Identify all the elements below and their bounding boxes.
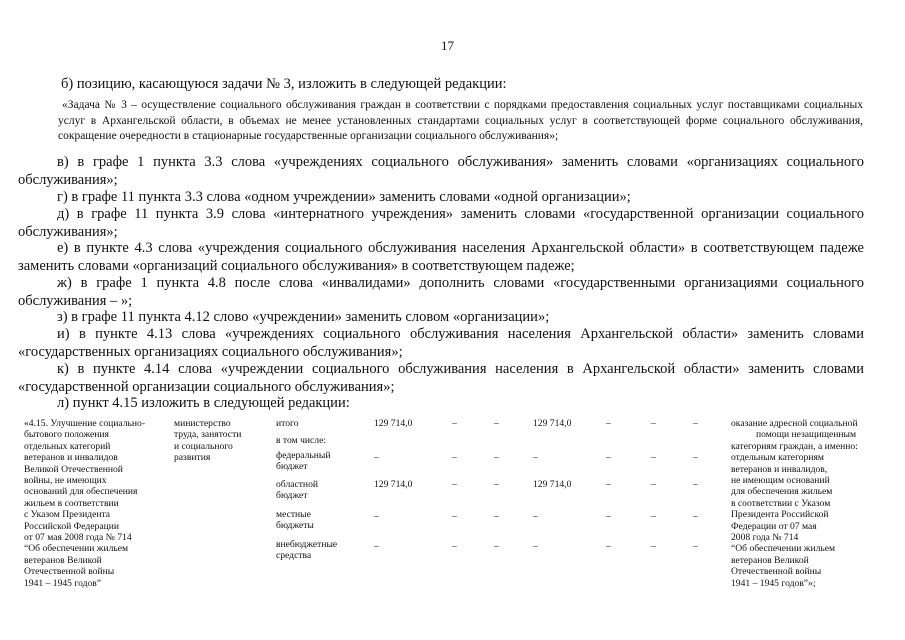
intro-paragraph: б) позицию, касающуюся задачи № 3, изложить в следующей редакции:: [61, 76, 507, 92]
table-col-result: оказание адресной социальной помощи незащищенным категориям граждан, а именно: отдельным категориям ветеранов и инвалидов, не имеющим оснований для обеспечения жильем в соответствии с Указом Президента Российской Федерации от 07 мая 2008 года № 714 “Об обеспечении жильем ветеранов Великой Отечественной войны 1941 – 1945 годов”»;: [731, 418, 858, 589]
funding-value-cell: 129 714,0: [374, 418, 413, 429]
funding-value-cell: –: [452, 541, 457, 552]
funding-value-cell: –: [651, 511, 656, 522]
task-quote: «Задача № 3 – осуществление социального обслуживания граждан в соответствии с порядками предоставления социальных услуг поставщиками социальных услуг в Архангельской области, в объемах не менее установленных стандартами социальных услуг в соответствующей форме социального обслуживания, сокращение очередности в стационарные государственные организации социального обслуживания»;: [58, 99, 863, 142]
funding-value-cell: –: [651, 479, 656, 490]
funding-value-cell: –: [494, 452, 499, 463]
funding-value-cell: –: [494, 541, 499, 552]
funding-row-label: областной бюджет: [276, 479, 319, 502]
funding-value-cell: –: [693, 452, 698, 463]
funding-value-cell: –: [606, 511, 611, 522]
funding-row-label: внебюджетные средства: [276, 539, 338, 562]
funding-value-cell: –: [494, 418, 499, 429]
funding-value-cell: –: [651, 541, 656, 552]
funding-value-cell: –: [533, 511, 538, 522]
funding-value-cell: –: [606, 541, 611, 552]
funding-row-label: итого: [276, 418, 299, 429]
funding-value-cell: –: [452, 479, 457, 490]
funding-value-cell: –: [606, 479, 611, 490]
funding-value-cell: –: [606, 452, 611, 463]
funding-value-cell: –: [606, 418, 611, 429]
funding-value-cell: –: [693, 541, 698, 552]
list-item: з) в графе 11 пункта 4.12 слово «учреждении» заменить словом «организации»;: [57, 309, 550, 325]
funding-value-cell: –: [533, 452, 538, 463]
list-item: е) в пункте 4.3 слова «учреждения социального обслуживания населения Архангельской области» в соответствующем падеже заменить словами «организаций социального обслуживания» в соответствующем падеже;: [18, 240, 864, 274]
funding-row-label: федеральный бюджет: [276, 450, 331, 473]
funding-value-cell: –: [651, 452, 656, 463]
list-item: ж) в графе 1 пункта 4.8 после слова «инвалидами» дополнить словами «государственными организациями социального обслуживания – »;: [18, 275, 864, 309]
funding-value-cell: –: [452, 418, 457, 429]
funding-value-cell: –: [693, 418, 698, 429]
funding-value-cell: –: [693, 479, 698, 490]
list-item: к) в пункте 4.14 слова «учреждении социального обслуживания населения в Архангельской области» заменить словами «государственной организации социального обслуживания»;: [18, 361, 864, 395]
funding-value-cell: –: [693, 511, 698, 522]
funding-value-cell: –: [374, 541, 379, 552]
list-item: д) в графе 11 пункта 3.9 слова «интернатного учреждения» заменить словами «государственной организации социального обслуживания»;: [18, 206, 864, 240]
funding-value-cell: –: [651, 418, 656, 429]
table-col-executor: министерство труда, занятости и социального развития: [174, 418, 242, 464]
funding-value-cell: 129 714,0: [533, 479, 572, 490]
funding-value-cell: 129 714,0: [374, 479, 413, 490]
list-item: и) в пункте 4.13 слова «учреждениях социального обслуживания населения Архангельской области» заменить словами «государственных организациях социального обслуживания»;: [18, 326, 864, 360]
table-col-measure: «4.15. Улучшение социально- бытового положения отдельных категорий ветеранов и инвалидов Великой Отечественной войны, не имеющих оснований для обеспечения жильем в соответствии с Указом Президента Российской Федерации от 07 мая 2008 года № 714 “Об обеспечении жильем ветеранов Великой Отечественной войны 1941 – 1945 годов”: [24, 418, 146, 589]
funding-value-cell: –: [533, 541, 538, 552]
funding-value-cell: –: [452, 452, 457, 463]
funding-row-label: местные бюджеты: [276, 509, 314, 532]
funding-value-cell: –: [374, 511, 379, 522]
list-item: в) в графе 1 пункта 3.3 слова «учреждениях социального обслуживания» заменить словами «организациях социального обслуживания»;: [18, 154, 864, 188]
funding-value-cell: –: [452, 511, 457, 522]
page-number: 17: [441, 38, 454, 53]
list-item: л) пункт 4.15 изложить в следующей редакции:: [57, 395, 350, 411]
funding-value-cell: 129 714,0: [533, 418, 572, 429]
funding-row-label: в том числе:: [276, 435, 327, 446]
funding-value-cell: –: [374, 452, 379, 463]
funding-value-cell: –: [494, 511, 499, 522]
program-table: [0, 415, 905, 640]
list-item: г) в графе 11 пункта 3.3 слова «одном учреждении» заменить словами «одной организации»;: [57, 189, 631, 205]
funding-value-cell: –: [494, 479, 499, 490]
